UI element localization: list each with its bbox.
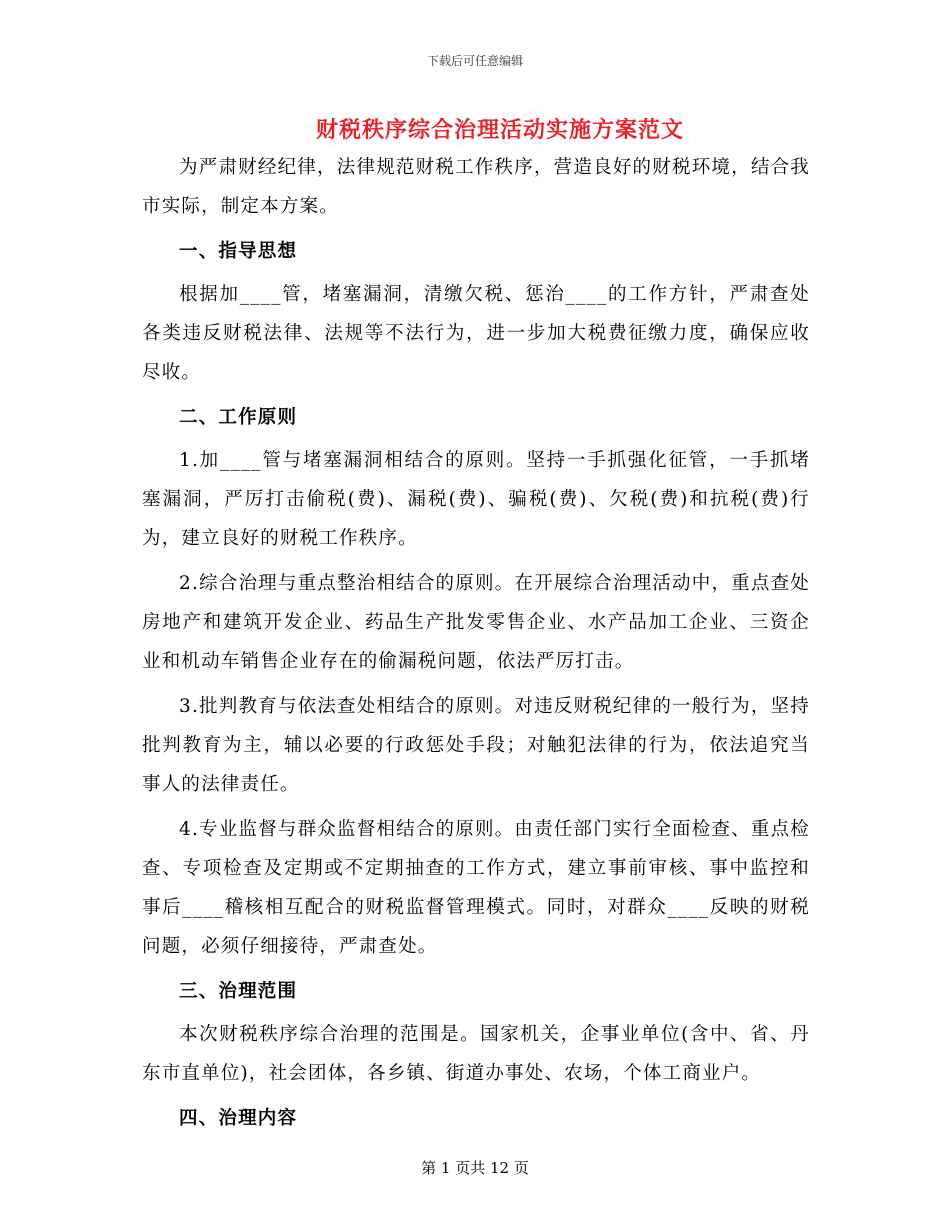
- principle-item-3: 3.批判教育与依法查处相结合的原则。对违反财税纪律的一般行为，坚持批判教育为主，辅以必要的行政惩处手段；对触犯法律的行为，依法追究当事人的法律责任。: [142, 696, 810, 795]
- document-title: 财税秩序综合治理活动实施方案范文: [315, 117, 684, 143]
- page-footer: 第 1 页共 12 页: [421, 1159, 529, 1177]
- guiding-thought-paragraph: 根据加____管，堵塞漏洞，清缴欠税、惩治____的工作方针，严肃查处各类违反财税法律、法规等不法行为，进一步加大税费征缴力度，确保应收尽收。: [142, 284, 810, 383]
- principle-item-2: 2.综合治理与重点整治相结合的原则。在开展综合治理活动中，重点查处房地产和建筑开发企业、药品生产批发零售企业、水产品加工企业、三资企业和机动车销售企业存在的偷漏税问题，依法严厉打击。: [142, 573, 810, 672]
- section-heading-guiding-thought: 一、指导思想: [179, 241, 298, 262]
- section-heading-governance-scope: 三、治理范围: [179, 981, 298, 1002]
- section-heading-work-principles: 二、工作原则: [179, 407, 298, 428]
- document-body: [142, 148, 810, 1142]
- principle-item-1: 1.加____管与堵塞漏洞相结合的原则。坚持一手抓强化征管，一手抓堵塞漏洞，严厉打击偷税(费)、漏税(费)、骗税(费)、欠税(费)和抗税(费)行为，建立良好的财税工作秩序。: [142, 450, 810, 549]
- intro-paragraph: 为严肃财经纪律，法律规范财税工作秩序，营造良好的财税环境，结合我市实际，制定本方案。: [142, 157, 810, 217]
- section-heading-governance-content: 四、治理内容: [179, 1108, 298, 1129]
- header-note: 下载后可任意编辑: [426, 54, 523, 68]
- governance-scope-paragraph: 本次财税秩序综合治理的范围是。国家机关，企事业单位(含中、省、丹东市直单位)，社会团体，各乡镇、街道办事处、农场，个体工商业户。: [142, 1024, 810, 1084]
- principle-item-4: 4.专业监督与群众监督相结合的原则。由责任部门实行全面检查、重点检查、专项检查及定期或不定期抽查的工作方式，建立事前审核、事中监控和事后____稽核相互配合的财税监督管理模式。同时，对群众____反映的财税问题，必须仔细接待，严肃查处。: [142, 819, 810, 957]
